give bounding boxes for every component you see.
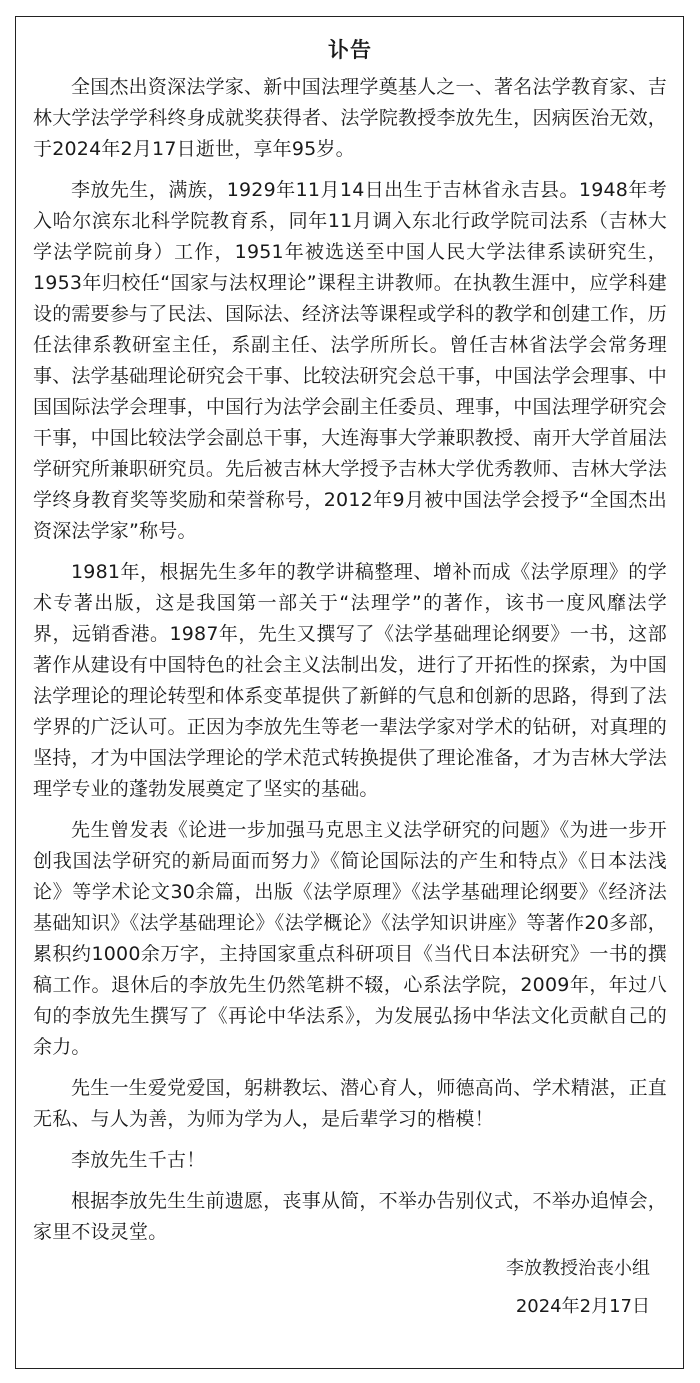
paragraph-publications: 先生曾发表《论进一步加强马克思主义法学研究的问题》《为进一步开创我国法学研究的新局面而努力》《简论国际法的产生和特点》《日本法浅论》等学术论文30余篇，出版《法学原理》《法学基础理论纲要》《经济法基础知识》《法学基础理论》《法学概论》《法学知识讲座》等著作20多部，累积约1000余万字，主持国家重点科研项目《当代日本法研究》一书的撰稿工作。退休后的李放先生仍然笔耕不辍，心系法学院，2009年，年过八旬的李放先生撰写了《再论中华法系》，为发展弘扬中华法文化贡献自己的余力。 — [33, 819, 667, 1058]
paragraph-announcement: 全国杰出资深法学家、新中国法理学奠基人之一、著名法学教育家、吉林大学法学学科终身成就奖获得者、法学院教授李放先生，因病医治无效，于2024年2月17日逝世，享年95岁。 — [33, 76, 667, 160]
paragraph-tribute: 先生一生爱党爱国，躬耕教坛、潜心育人，师德高尚、学术精湛，正直无私、与人为善，为师为学为人，是后辈学习的楷模！ — [33, 1077, 667, 1130]
signature-date: 2024年2月17日 — [515, 1296, 650, 1317]
signature-block — [506, 1250, 650, 1326]
signature-organization: 李放教授治丧小组 — [506, 1258, 650, 1279]
paragraph-farewell: 李放先生千古！ — [71, 1149, 206, 1171]
paragraph-academic-works: 1981年，根据先生多年的教学讲稿整理、增补而成《法学原理》的学术专著出版，这是我国第一部关于“法理学”的著作，该书一度风靡法学界，远销香港。1987年，先生又撰写了《法学基础理论纲要》一书，这部著作从建设有中国特色的社会主义法制出发，进行了开拓性的探索，为中国法学理论的理论转型和体系变革提供了新鲜的气息和创新的思路，得到了法学界的广泛认可。正因为李放先生等老一辈法学家对学术的钻研，对真理的坚持，才为中国法学理论的学术范式转换提供了理论准备，才为吉林大学法理学专业的蓬勃发展奠定了坚实的基础。 — [33, 561, 667, 800]
paragraph-biography: 李放先生，满族，1929年11月14日出生于吉林省永吉县。1948年考入哈尔滨东北科学院教育系，同年11月调入东北行政学院司法系（吉林大学法学院前身）工作，1951年被选送至中国人民大学法律系读研究生，1953年归校任“国家与法权理论”课程主讲教师。在执教生涯中，应学科建设的需要参与了民法、国际法、经济法等课程或学科的教学和创建工作，历任法律系教研室主任，系副主任、法学所所长。曾任吉林省法学会常务理事、法学基础理论研究会干事、比较法研究会总干事，中国法学会理事、中国国际法学会理事，中国行为法学会副主任委员、理事，中国法理学研究会干事，中国比较法学会副总干事，大连海事大学兼职教授、南开大学首届法学研究所兼职研究员。先后被吉林大学授予吉林大学优秀教师、吉林大学法学终身教育奖等奖励和荣誉称号，2012年9月被中国法学会授予“全国杰出资深法学家”称号。 — [33, 179, 667, 542]
paragraph-funeral-arrangements: 根据李放先生生前遗愿，丧事从简，不举办告别仪式，不举办追悼会，家里不设灵堂。 — [33, 1190, 667, 1243]
notice-title: 讣告 — [328, 38, 372, 62]
notice-body — [33, 30, 667, 1258]
